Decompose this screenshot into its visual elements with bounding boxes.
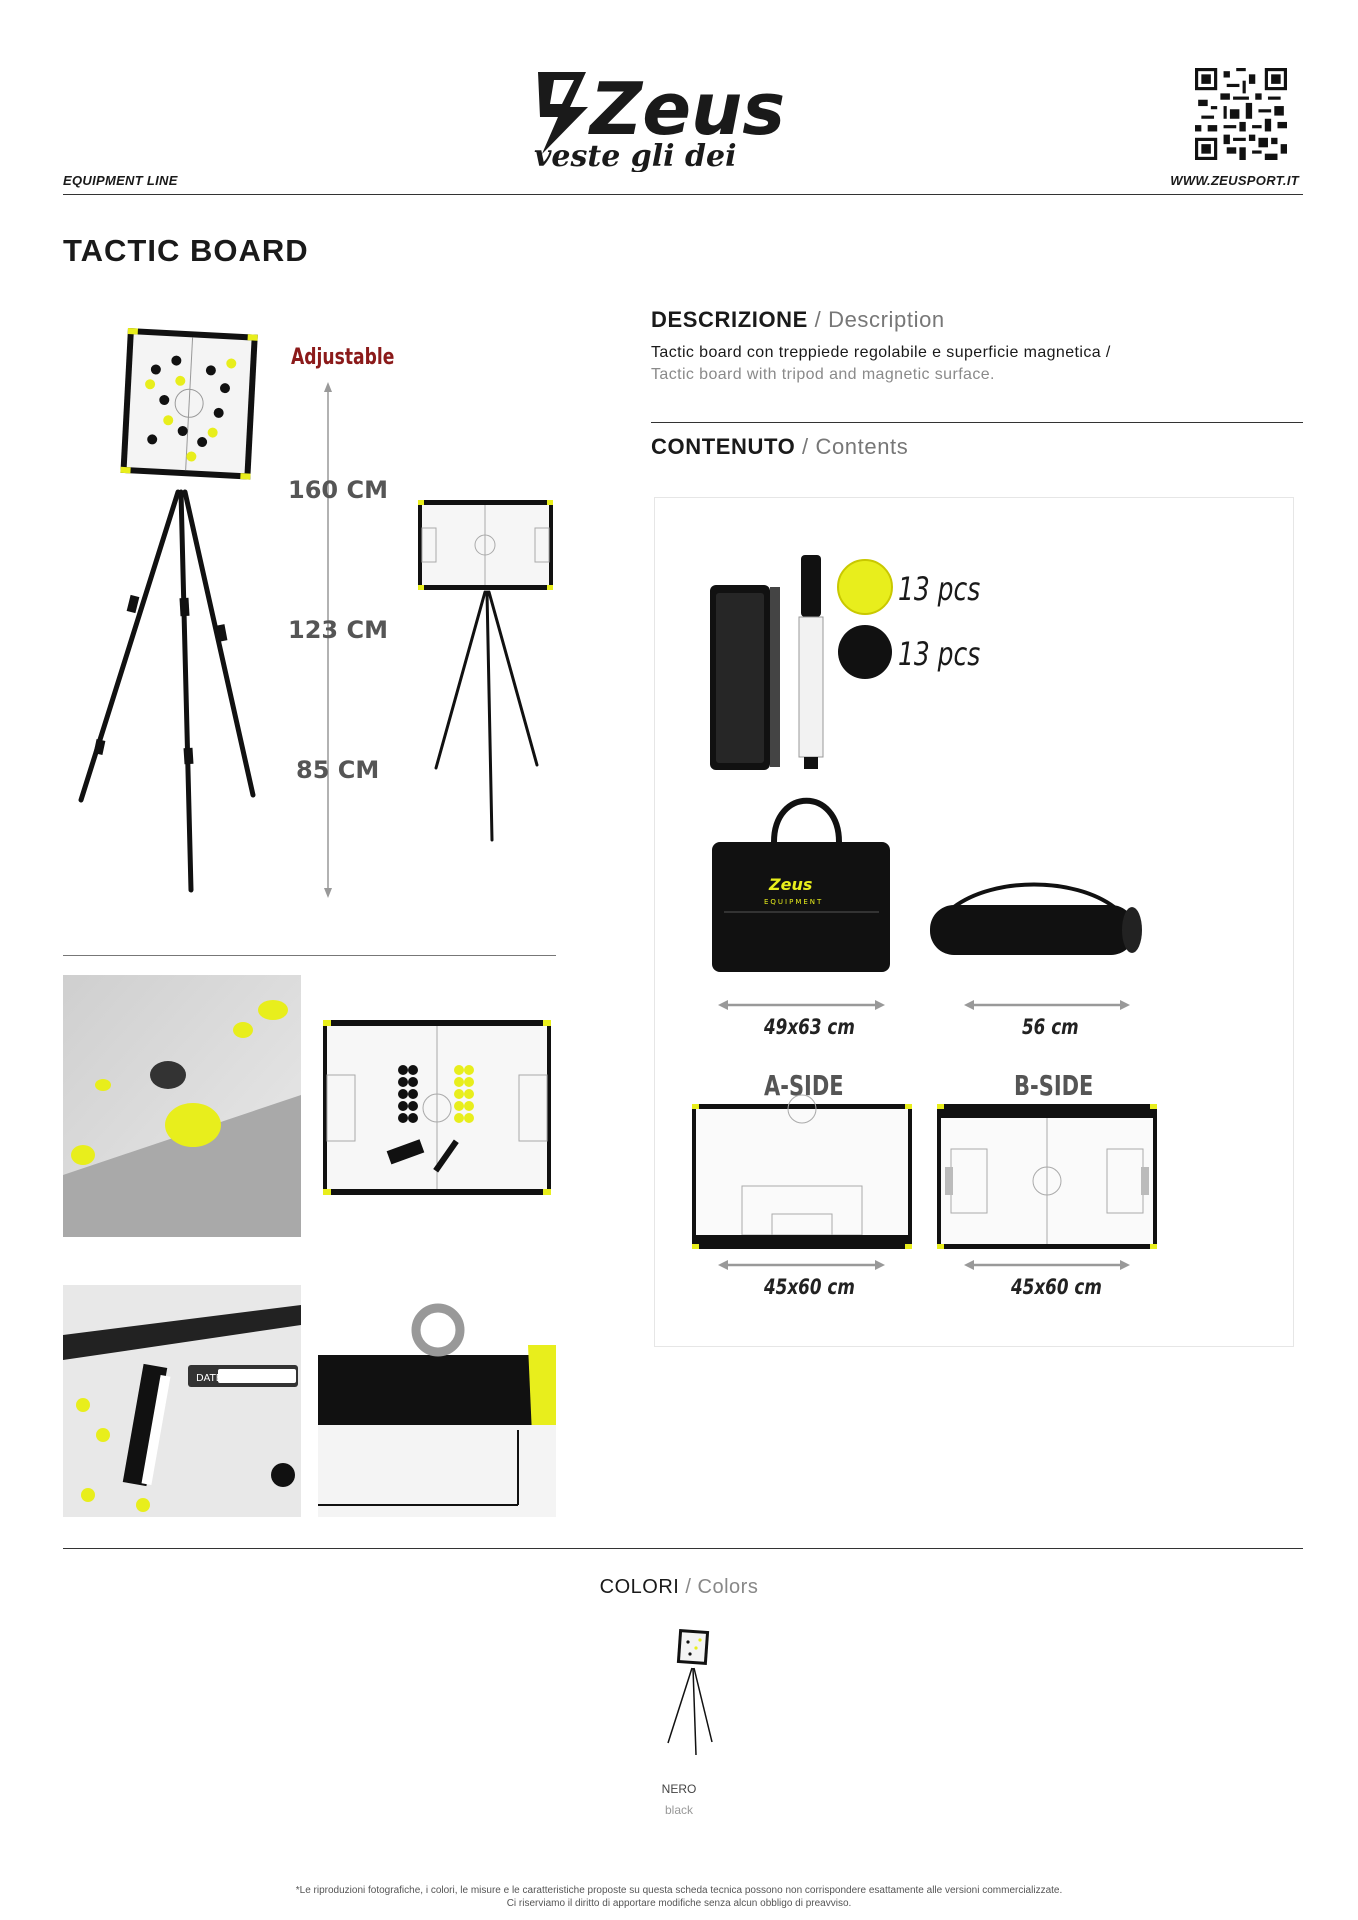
tactic-board-tripod-image [63, 320, 573, 900]
contents-heading-it: CONTENUTO [651, 434, 796, 459]
height-160-label: 160 CM [288, 476, 388, 504]
description-heading: DESCRIZIONE / Description [651, 307, 945, 332]
eraser-icon [710, 585, 780, 770]
product-title: TACTIC BOARD [63, 233, 309, 268]
magnets-closeup-photo [63, 975, 301, 1237]
board-with-accessories-photo [323, 1020, 551, 1195]
adjustable-label: Adjustable [291, 343, 395, 370]
b-side-size-label: 45x60 cm [1011, 1275, 1102, 1300]
b-side-label: B-SIDE [1014, 1068, 1094, 1102]
description-heading-en: Description [828, 307, 945, 332]
disclaimer-line-1: *Le riproduzioni fotografiche, i colori, le misure e le caratteristiche proposte su questa scheda tecnica possono non corrispondere esattamente alle versioni commercializzate. [295, 1885, 1063, 1896]
a-side-board-icon [692, 1095, 912, 1249]
colors-heading-it: COLORI [599, 1576, 680, 1598]
hanging-ring-closeup-photo [318, 1285, 556, 1517]
disclaimer-line-2: Ci riserviamo il diritto di apportare modifiche senza alcun obbligo di preavviso. [506, 1898, 852, 1909]
color-swatch-nero[interactable] [660, 1628, 720, 1756]
board-bag-icon [712, 801, 890, 972]
color-name-en: black [664, 1803, 693, 1817]
description-text-it: Tactic board con treppiede regolabile e superficie magnetica / [651, 344, 1111, 361]
contents-heading-en: Contents [815, 434, 909, 459]
zeus-logo [528, 62, 838, 172]
colors-heading-en: Colors [697, 1576, 759, 1598]
black-magnet-count: 13 pcs [898, 634, 981, 673]
contents-heading: CONTENUTO / Contents [651, 434, 909, 459]
height-123-label: 123 CM [288, 616, 388, 644]
color-name-it: NERO [661, 1782, 697, 1796]
equipment-line-label: EQUIPMENT LINE [63, 173, 178, 188]
tripod-bag-icon [930, 885, 1142, 956]
description-heading-it: DESCRIZIONE [651, 307, 808, 332]
date-field-label: DATE [196, 1373, 223, 1384]
a-side-label: A-SIDE [764, 1068, 844, 1102]
colors-heading: COLORI / Colors [599, 1576, 759, 1598]
yellow-magnet-count: 13 pcs [898, 569, 981, 608]
tripod-bag-size-label: 56 cm [1022, 1015, 1079, 1040]
marker-closeup-photo [63, 1285, 301, 1517]
height-85-label: 85 CM [296, 756, 380, 784]
logo-tagline: veste gli dei [534, 139, 737, 172]
description-text-en: Tactic board with tripod and magnetic surface. [651, 366, 995, 383]
qr-code-icon [1195, 68, 1287, 160]
website-link[interactable]: WWW.ZEUSPORT.IT [1170, 173, 1299, 188]
colors-divider [63, 1548, 1303, 1549]
header-divider [63, 194, 1303, 195]
bag-logo-text: Zeus [769, 875, 813, 894]
black-magnet-icon [838, 625, 892, 679]
contents-illustration [654, 497, 1292, 1345]
yellow-magnet-icon [838, 560, 892, 614]
description-divider [651, 422, 1303, 423]
a-side-size-label: 45x60 cm [764, 1275, 855, 1300]
b-side-board-icon [937, 1104, 1157, 1249]
left-divider [63, 955, 556, 956]
bag-size-label: 49x63 cm [764, 1015, 855, 1040]
bag-logo-subtext: EQUIPMENT [764, 898, 824, 906]
logo-wordmark: Zeus [590, 67, 786, 151]
marker-icon [799, 555, 823, 769]
